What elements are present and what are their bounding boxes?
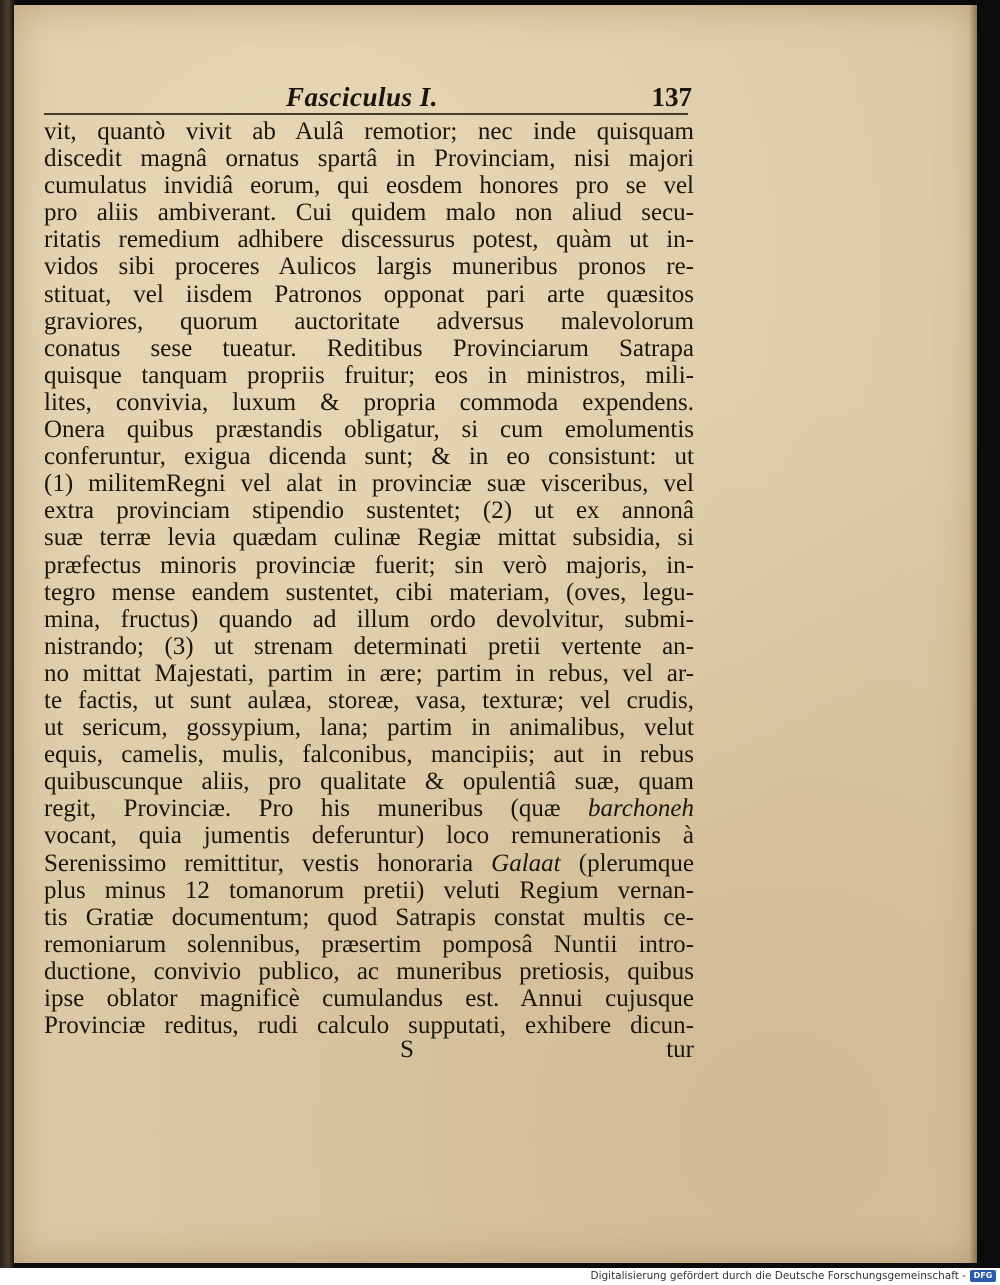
text-line: te factis, ut sunt aulæa, storeæ, vasa, texturæ; vel crudis, <box>44 686 694 714</box>
text-line: discedit magnâ ornatus spartâ in Provinciam, nisi majori <box>44 145 694 173</box>
dfg-logo: DFG <box>970 1270 996 1282</box>
text-line: quibuscunque aliis, pro qualitate & opulentiâ suæ, quam <box>44 768 694 796</box>
text-line: Provinciæ reditus, rudi calculo supputati, exhibere dicun- <box>44 1012 694 1040</box>
text-line: ipse oblator magnificè cumulandus est. Annui cujusque <box>44 985 694 1012</box>
text-line: vit, quantò vivit ab Aulâ remotior; nec inde quisquam <box>44 118 694 145</box>
text-line: conatus sese tueatur. Reditibus Provinciarum Satrapa <box>44 334 694 362</box>
page-edge-shadow <box>969 5 977 1263</box>
text-line: Serenissimo remittitur, vestis honoraria Galaat (plerumque <box>44 849 694 877</box>
text-line: cumulatus invidiâ eorum, qui eosdem honores pro se vel <box>44 172 694 200</box>
text-line: præfectus minoris provinciæ fuerit; sin verò majoris, in- <box>44 551 694 579</box>
catchword-line <box>44 1036 694 1066</box>
signature-mark: S <box>400 1036 414 1063</box>
text-line: (1) militemRegni vel alat in provinciæ suæ visceribus, vel <box>44 470 694 498</box>
body-text <box>44 118 694 1039</box>
text-line: no mittat Majestati, partim in ære; partim in rebus, vel ar- <box>44 659 694 687</box>
text-line: remoniarum solennibus, præsertim pomposâ Nuntii intro- <box>44 930 694 958</box>
text-line: equis, camelis, mulis, falconibus, mancipiis; aut in rebus <box>44 741 694 769</box>
text-line: lites, convivia, luxum & propria commoda expendens. <box>44 388 694 416</box>
text-line: plus minus 12 tomanorum pretii) veluti Regium vernan- <box>44 876 694 904</box>
text-line: regit, Provinciæ. Pro his muneribus (quæ barchoneh <box>44 795 694 823</box>
text-line: extra provinciam stipendio sustentet; (2) ut ex annonâ <box>44 497 694 525</box>
italic-term: Galaat <box>491 849 561 877</box>
page-number: 137 <box>651 82 692 112</box>
text-line: graviores, quorum auctoritate adversus malevolorum <box>44 307 694 335</box>
text-line: conferuntur, exigua dicenda sunt; & in eo consistunt: ut <box>44 443 694 471</box>
book-spine-edge <box>0 0 14 1268</box>
text-line: vocant, quia jumentis deferuntur) loco remunerationis à <box>44 822 694 850</box>
text-line: stituat, vel iisdem Patronos opponat pari arte quæsitos <box>44 280 694 308</box>
italic-term: barchoneh <box>588 795 694 823</box>
text-line: mina, fructus) quando ad illum ordo devolvitur, submi- <box>44 605 694 633</box>
text-line: nistrando; (3) ut strenam determinati pretii vertente an- <box>44 632 694 660</box>
text-line: pro aliis ambiverant. Cui quidem malo non aliud secu- <box>44 199 694 227</box>
header-rule <box>44 113 688 115</box>
funding-note: Digitalisierung gefördert durch die Deutsche Forschungsgemeinschaft - <box>590 1270 966 1282</box>
text-line: ut sericum, gossypium, lana; partim in animalibus, velut <box>44 714 694 742</box>
text-line: vidos sibi proceres Aulicos largis muneribus pronos re- <box>44 253 694 281</box>
text-line: tegro mense eandem sustentet, cibi materiam, (oves, legu- <box>44 578 694 606</box>
text-line: Onera quibus præstandis obligatur, si cum emolumentis <box>44 416 694 444</box>
running-title: Fasciculus I. <box>286 82 439 112</box>
text-line: quisque tanquam propriis fruitur; eos in ministros, mili- <box>44 361 694 389</box>
catchword: tur <box>666 1036 694 1063</box>
text-line: tis Gratiæ documentum; quod Satrapis constat multis ce- <box>44 903 694 931</box>
text-line: ritatis remedium adhibere discessurus potest, quàm ut in- <box>44 226 694 254</box>
text-line: ductione, convivio publico, ac muneribus pretiosis, quibus <box>44 957 694 985</box>
footer-bar <box>0 1268 1000 1285</box>
text-line: suæ terræ levia quædam culinæ Regiæ mittat subsidia, si <box>44 524 694 552</box>
